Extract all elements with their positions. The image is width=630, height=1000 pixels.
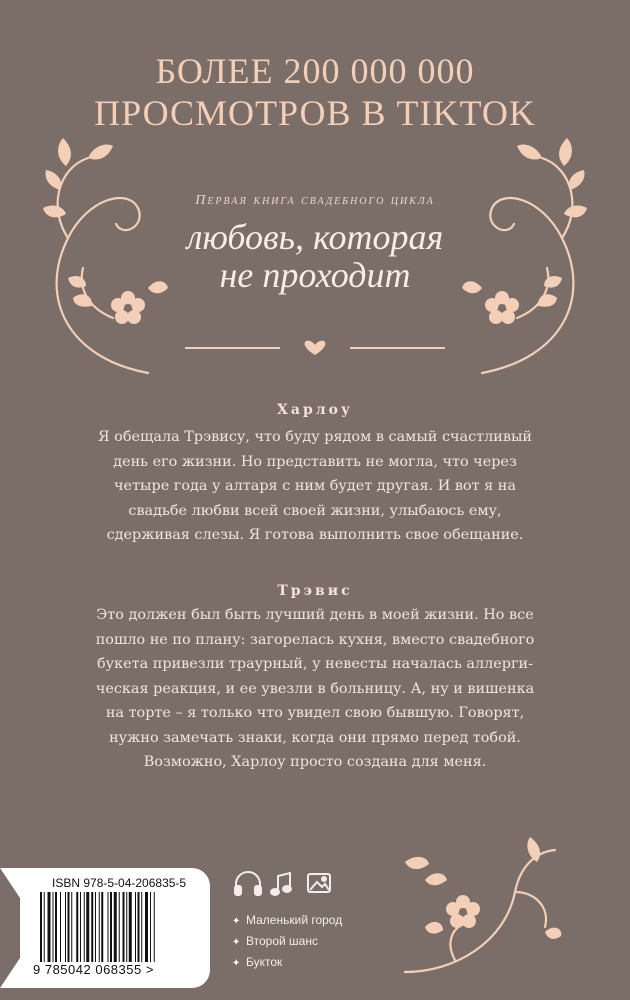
genre-tags [232,910,342,973]
text-line: ческая реакция, и ее увезли в больницу. А, ну и вишенка [95,680,535,697]
text-line: день его жизни. Но представить не могла, что через [113,453,517,470]
text-line: сдерживая слезы. Я готова выполнить свое обещание. [106,527,524,543]
series-title-line-2: не проходит [219,255,411,295]
text-line: Это должен был быть лучший день в моей жизни. Но все [96,607,534,623]
promo-line-2: ПРОСМОТРОВ В TIKTOK [94,93,536,133]
barcode-panel [0,868,210,988]
heart-divider-icon [180,338,450,358]
section-text-harlow [50,425,580,548]
barcode-icon [36,892,196,962]
text-line: Я обещала Трэвису, что буду рядом в самый счастливый [97,429,533,445]
headphones-icon [235,872,261,895]
genre-tag: ✦ Второй шанс [232,931,342,952]
barcode-digits: 9 785042 068355 > [33,962,154,977]
section-heading-travis: Трэвис [277,583,353,599]
sparkle-icon: ✦ [232,958,241,969]
genre-tag: ✦ Букток [232,952,342,973]
promo-headline [0,50,630,134]
text-line: нужно замечать знаки, когда они прямо перед тобой. [109,729,521,746]
series-subtitle: Первая книга свадебного цикла [195,193,435,208]
text-line: на торте – я только что увидел свою бывшую. Говорят, [105,705,525,721]
sparkle-icon: ✦ [232,937,241,948]
text-line: четыре года у алтаря с ним будет другая. И вот я на [114,478,516,494]
text-line: пошло не по плану: загорелась кухня, вместо свадебного [95,631,535,648]
series-title-line-1: любовь, которая [186,217,444,257]
floral-ornament-bottom-icon [385,832,565,982]
isbn-label: ISBN 978-5-04-206835-5 [52,876,187,890]
genre-tag: ✦ Маленький город [232,910,342,931]
section-heading-harlow: Харлоу [277,402,353,418]
section-text-travis [50,603,580,775]
text-line: букета привезли траурный, у невесты началась аллерги- [97,656,533,672]
promo-line-1: БОЛЕЕ 200 000 000 [155,51,475,91]
text-line: Возможно, Харлоу просто создана для меня. [143,754,487,770]
text-line: свадьбе любви всей своей жизни, улыбаюсь ему, [128,502,502,519]
format-icons [232,868,342,900]
music-note-icon [271,873,291,895]
sparkle-icon: ✦ [232,916,241,927]
series-title [0,218,630,294]
image-icon [308,874,330,892]
